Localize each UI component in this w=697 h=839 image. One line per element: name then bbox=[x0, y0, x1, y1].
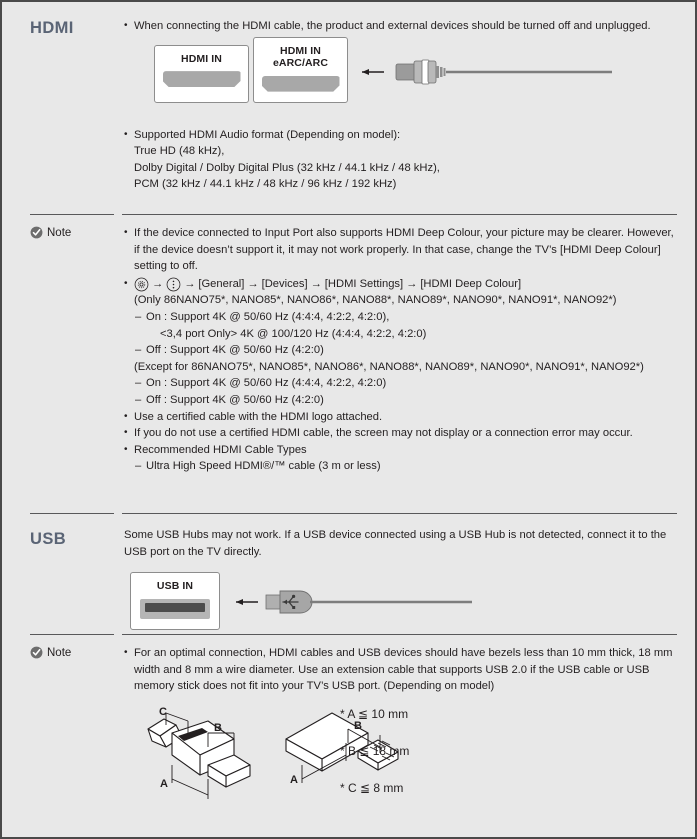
audio-format-line: Dolby Digital / Dolby Digital Plus (32 kHz / 44.1 kHz / 48 kHz), bbox=[134, 161, 440, 174]
path-arrow: → bbox=[406, 277, 418, 290]
row-content-cell bbox=[122, 2, 695, 193]
only-models-on: – On : Support 4K @ 50/60 Hz (4:4:4, 4:2:2, 4:2:0), bbox=[134, 309, 677, 326]
row-label-cell bbox=[2, 214, 122, 239]
dimension-spec-a: * A ≦ 10 mm bbox=[340, 706, 409, 721]
more-vertical-icon bbox=[166, 277, 181, 292]
list-item: • If you do not use a certified HDMI cable, the screen may not display or a connection error may occur. bbox=[122, 425, 677, 442]
path-step-general: [General] bbox=[198, 277, 245, 290]
usb-in-port-box bbox=[130, 572, 220, 630]
spec-table bbox=[2, 2, 695, 837]
table-row-note-hdmi bbox=[2, 214, 695, 513]
recommended-cable-type: – Ultra High Speed HDMI®/™ cable (3 m or less) bbox=[134, 458, 677, 475]
hdmi-intro-list bbox=[122, 18, 677, 35]
list-item: • Use a certified cable with the HDMI logo attached. bbox=[122, 409, 677, 426]
hdmi-in-port-label: HDMI IN bbox=[181, 52, 222, 65]
hdmi-earc-port-label-line2: eARC/ARC bbox=[272, 57, 329, 70]
hdmi-audio-format-list bbox=[122, 127, 677, 193]
hdmi-port-diagram bbox=[122, 43, 677, 121]
dimension-figures bbox=[122, 703, 677, 811]
path-step-devices: [Devices] bbox=[261, 277, 308, 290]
hdmi-earc-port-box bbox=[253, 37, 348, 103]
section-title-hdmi: HDMI bbox=[30, 19, 74, 37]
note-usb-list bbox=[122, 645, 677, 695]
only-models-scope: (Only 86NANO75*, NANO85*, NANO86*, NANO88*, NANO89*, NANO90*, NANO91*, NANO92*) bbox=[134, 294, 617, 307]
dimension-marker-a: A bbox=[290, 773, 298, 786]
table-row-note-usb bbox=[2, 634, 695, 834]
except-models-on: – On : Support 4K @ 50/60 Hz (4:4:4, 4:2:2, 4:2:0) bbox=[134, 375, 677, 392]
only-models-on-extra: <3,4 port Only> 4K @ 100/120 Hz (4:4:4, 4:2:2, 4:2:0) bbox=[160, 327, 427, 340]
audio-format-line: True HD (48 kHz), bbox=[134, 145, 225, 158]
except-models-scope: (Except for 86NANO75*, NANO85*, NANO86*, NANO88*, NANO89*, NANO90*, NANO91*, NANO92*) bbox=[134, 360, 644, 373]
section-title-usb: USB bbox=[30, 530, 67, 548]
row-content-cell bbox=[122, 634, 695, 811]
list-item: • If the device connected to Input Port also supports HDMI Deep Colour, your picture may be clearer. However, if the device doesn’t support it, it may not work properly. In that case, change the TV’s [HDMI Deep Colour] setting to off. bbox=[122, 225, 677, 275]
hdmi-cable-illustration bbox=[350, 55, 620, 89]
hdmi-earc-port-slot bbox=[262, 76, 340, 92]
hdmi-earc-port-label-line1: HDMI IN bbox=[280, 44, 321, 57]
settings-path bbox=[134, 276, 677, 293]
note-check-icon bbox=[30, 646, 43, 659]
hdmi-in-port-box bbox=[154, 45, 249, 103]
row-label-cell bbox=[2, 634, 122, 659]
dimension-spec-b: * B ≦ 18 mm bbox=[340, 743, 410, 758]
gear-icon bbox=[134, 277, 149, 292]
list-item bbox=[122, 442, 677, 475]
list-item-settings-path bbox=[122, 276, 677, 409]
dimension-marker-a: A bbox=[160, 777, 168, 790]
audio-format-line: PCM (32 kHz / 44.1 kHz / 48 kHz / 96 kHz / 192 kHz) bbox=[134, 178, 397, 191]
dimension-marker-c: C bbox=[159, 705, 167, 718]
list-item: • For an optimal connection, HDMI cables and USB devices should have bezels less than 10 mm thick, 18 mm width and 8 mm a wire diameter. Use an extension cable that supports USB 2.0 if the USB cable or USB memory stick does not fit into your TV’s USB port. (Depending on model) bbox=[122, 645, 677, 695]
usb-port-slot bbox=[140, 599, 210, 619]
usb-paragraph: Some USB Hubs may not work. If a USB device connected using a USB Hub is not detected, connect it to the USB port on the TV directly. bbox=[124, 529, 667, 558]
except-models-off: – Off : Support 4K @ 50/60 Hz (4:2:0) bbox=[134, 392, 677, 409]
path-arrow: • → bbox=[152, 277, 164, 290]
path-step-hdmi-deep-colour: [HDMI Deep Colour] bbox=[420, 277, 522, 290]
row-content-cell bbox=[122, 214, 695, 475]
note-label bbox=[30, 634, 122, 659]
dimension-marker-b: B bbox=[354, 719, 362, 732]
usb-in-port-label: USB IN bbox=[156, 580, 194, 593]
dimension-marker-b: B bbox=[214, 721, 222, 734]
note-label-text: Note bbox=[47, 646, 72, 659]
hdmi-connector-dimension-drawing bbox=[142, 703, 282, 807]
list-item: • When connecting the HDMI cable, the product and external devices should be turned off and unplugged. bbox=[122, 18, 677, 35]
usb-cable-illustration bbox=[222, 586, 482, 618]
row-label-cell bbox=[2, 513, 122, 549]
note-label-text: Note bbox=[47, 226, 72, 239]
dimension-spec-c: * C ≦ 8 mm bbox=[340, 780, 404, 795]
table-row-usb bbox=[2, 513, 695, 634]
note-hdmi-list bbox=[122, 225, 677, 475]
list-item bbox=[122, 127, 677, 193]
path-arrow: → bbox=[184, 277, 196, 290]
hdmi-port-slot bbox=[163, 71, 241, 87]
path-arrow: → bbox=[247, 277, 259, 290]
note-check-icon bbox=[30, 226, 43, 239]
note-label bbox=[30, 214, 122, 239]
path-step-hdmi-settings: [HDMI Settings] bbox=[324, 277, 404, 290]
path-arrow: → bbox=[310, 277, 322, 290]
table-row-hdmi bbox=[2, 2, 695, 214]
row-label-cell bbox=[2, 2, 122, 38]
audio-format-heading: Supported HDMI Audio format (Depending on model): bbox=[134, 128, 401, 141]
only-models-off: – Off : Support 4K @ 50/60 Hz (4:2:0) bbox=[134, 342, 677, 359]
recommended-cable-heading: Recommended HDMI Cable Types bbox=[134, 443, 307, 456]
